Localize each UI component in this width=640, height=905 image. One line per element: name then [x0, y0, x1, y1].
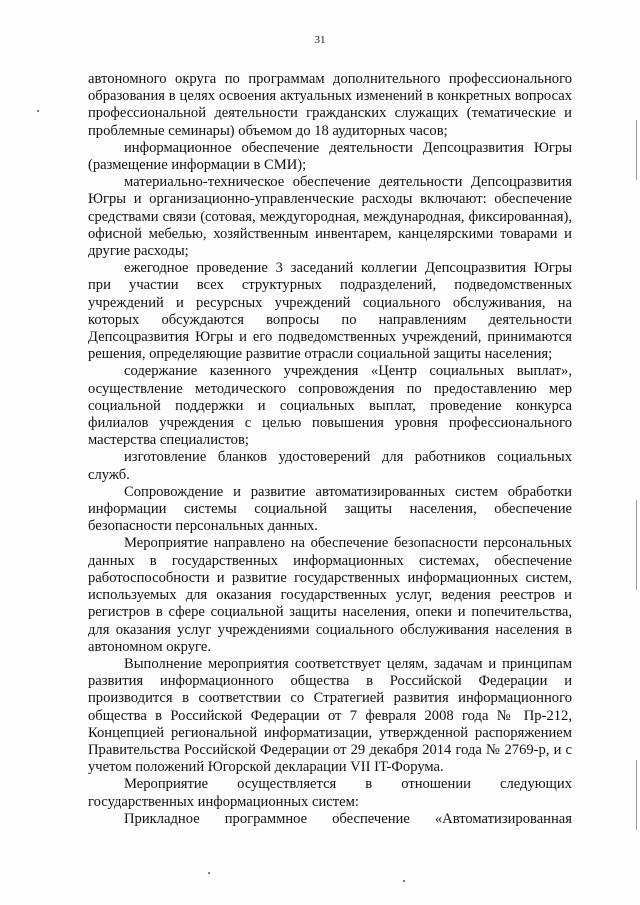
paragraph: материально-техническое обеспечение деятельности Депсоцразвития Югры и организационно-управленческие расходы включают: обеспечение средствами связи (сотовая, междугородная, международная, фиксированная), офисной мебелью, хозяйственным инвентарем, канцелярскими товарами и другие расходы;: [88, 174, 572, 260]
paragraph: Сопровождение и развитие автоматизированных систем обработки информации системы социальной защиты населения, обеспечение безопасности персональных данных.: [88, 483, 572, 535]
paragraph: Прикладное программное обеспечение «Автоматизированная: [124, 810, 572, 827]
scan-speck: [403, 880, 405, 882]
paragraph: Мероприятие осуществляется в отношении следующих государственных информационных систем:: [88, 776, 572, 810]
paragraph: изготовление бланков удостоверений для работников социальных служб.: [88, 449, 572, 483]
scan-speck: [208, 872, 210, 874]
scan-edge-mark: [636, 760, 637, 830]
paragraph: информационное обеспечение деятельности Депсоцразвития Югры (размещение информации в СМИ);: [88, 139, 572, 174]
page-number: 31: [314, 34, 326, 46]
scan-edge-mark: [636, 500, 637, 590]
document-body: [88, 71, 572, 828]
paragraph: ежегодное проведение 3 заседаний коллегии Депсоцразвития Югры при участии всех структурных подразделений, подведомственных учреждений и ресурсных учреждений социального обслуживания, на которых обсуждаются вопросы по направлениям деятельности Депсоцразвития Югры и его подведомственных учреждений, принимаются решения, определяющие развитие отрасли социальной защиты населения;: [88, 260, 572, 363]
paragraph: Мероприятие направлено на обеспечение безопасности персональных данных в государственных информационных системах, обеспечение работоспособности и развитие государственных информационных систем, используемых для оказания государственных услуг, ведения реестров и регистров в сфере социальной защиты населения, опеки и попечительства, для оказания услуг учреждениями социального обслуживания населения в автономном округе.: [88, 535, 572, 655]
paragraph: Выполнение мероприятия соответствует целям, задачам и принципам развития информационного общества в Российской Федерации и производится в соответствии со Стратегией развития информационного общества в Российской Федерации от 7 февраля 2008 года № Пр-212, Концепцией региональной информатизации, утвержденной распоряжением Правительства Российской Федерации от 29 декабря 2014 года № 2769-р, и с учетом положений Югорской декларации VII IT-Форума.: [88, 655, 572, 776]
paragraph: содержание казенного учреждения «Центр социальных выплат», осуществление методического сопровождения по предоставлению мер социальной поддержки и социальных выплат, проведение конкурса филиалов учреждения с целью повышения уровня профессионального мастерства специалистов;: [88, 363, 572, 449]
scan-edge-mark: [636, 120, 637, 180]
paragraph: автономного округа по программам дополнительного профессионального образования в целях освоения актуальных изменений в конкретных вопросах профессиональной деятельности гражданских служащих (тематические и проблемные семинары) объемом до 18 аудиторных часов;: [88, 71, 572, 139]
scan-speck: [37, 110, 39, 112]
